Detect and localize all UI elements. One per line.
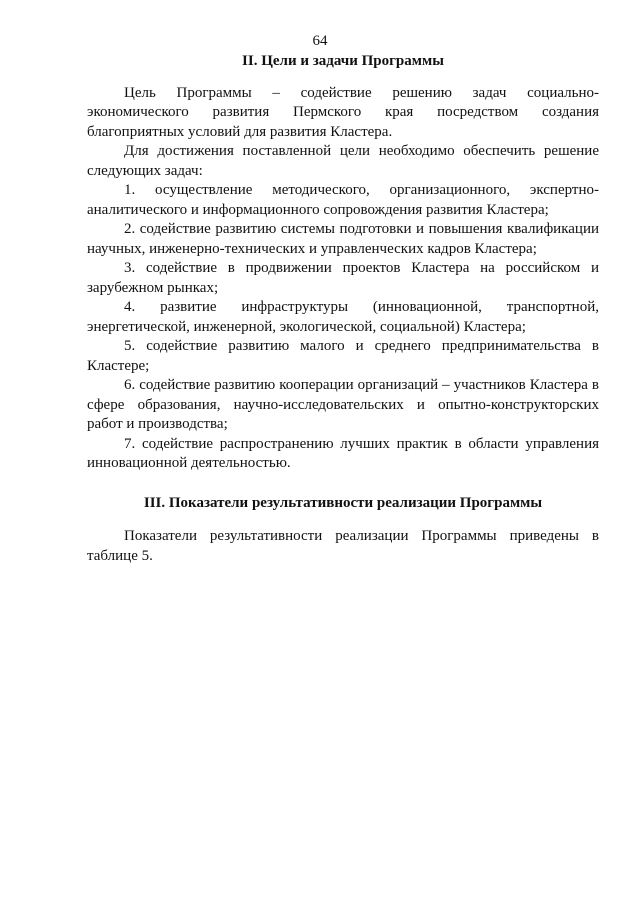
task-item-5: 5. содействие развитию малого и среднего предпринимательства в Кластере; [87, 338, 599, 374]
goal-paragraph: Цель Программы – содействие решению задач социально-экономического развития Пермского края посредством создания благоприятных условий для развития Кластера. [87, 84, 599, 140]
task-item-6: 6. содействие развитию кооперации организаций – участников Кластера в сфере образования, научно-исследовательских и опытно-конструкторских работ и производства; [87, 377, 599, 432]
section-3-title: III. Показатели результативности реализации Программы [143, 494, 543, 511]
page-number: 64 [312, 33, 328, 49]
task-item-4: 4. развитие инфраструктуры (инновационной, транспортной, энергетической, инженерной, экологической, социальной) Кластера; [87, 299, 599, 335]
task-item-2: 2. содействие развитию системы подготовки и повышения квалификации научных, инженерно-технических и управленческих кадров Кластера; [87, 221, 599, 257]
task-item-1: 1. осуществление методического, организационного, экспертно-аналитического и информационного сопровождения развития Кластера; [87, 182, 599, 218]
indicators-paragraph: Показатели результативности реализации Программы приведены в таблице 5. [87, 528, 599, 564]
task-item-7: 7. содействие распространению лучших практик в области управления инновационной деятельностью. [87, 435, 599, 471]
section-2-title: II. Цели и задачи Программы [242, 53, 444, 69]
tasks-intro-paragraph: Для достижения поставленной цели необходимо обеспечить решение следующих задач: [87, 143, 599, 179]
page-content [87, 52, 599, 566]
task-item-3: 3. содействие в продвижении проектов Кластера на российском и зарубежном рынках; [87, 260, 599, 296]
